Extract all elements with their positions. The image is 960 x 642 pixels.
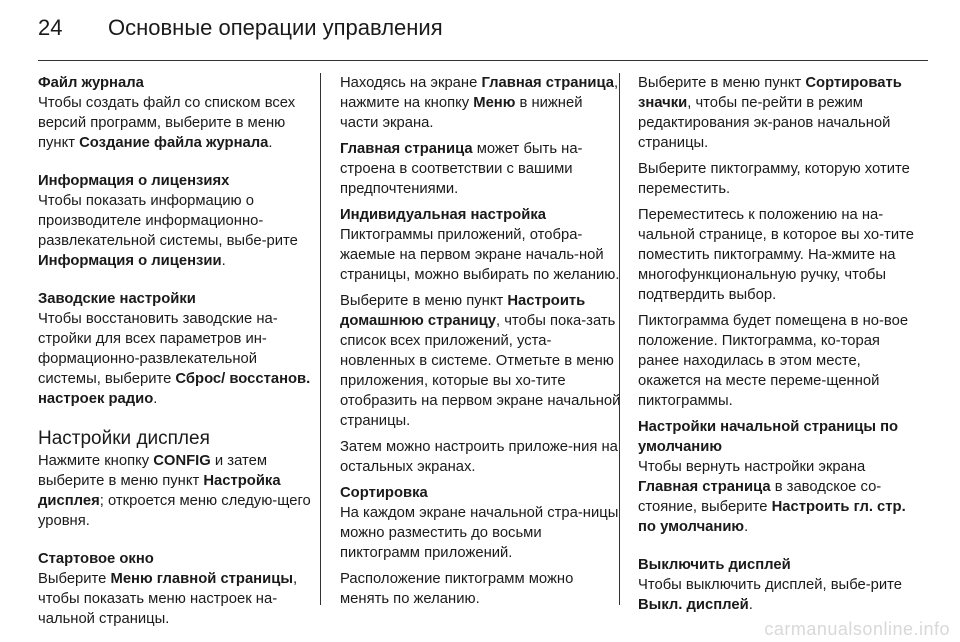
- button-menu: Меню: [473, 95, 516, 111]
- menu-item-create-log: Создание файла журнала: [79, 135, 269, 151]
- column-divider-2: [619, 73, 620, 605]
- button-config: CONFIG: [153, 453, 211, 469]
- section-heading-start-window: Стартовое окно: [38, 551, 154, 567]
- section-heading-display-settings: Настройки дисплея: [38, 428, 210, 449]
- paragraph-customize-home: Выберите в меню пункт Настроить домашнюю страницу, чтобы пока-зать список всех приложений, уста-новленных в системе. Отметьте в меню приложения, которые вы хо-тите отобразить на первом экране начальной страницы.: [340, 293, 621, 429]
- paragraph-sort-icons: Выберите в меню пункт Сортировать значки, чтобы пе-рейти в режим редактирования эк-ранов начальной страницы.: [638, 75, 902, 151]
- page-number: 24: [38, 15, 63, 40]
- paragraph-icon-placed: Пиктограмма будет помещена в но-вое положение. Пиктограмма, ко-торая ранее находилась в этом месте, окажется на месте переме-щенной пиктограммы.: [638, 313, 909, 409]
- paragraph-display-off: Чтобы выключить дисплей, выбе-рите Выкл. дисплей.: [638, 577, 902, 613]
- paragraph-license: Чтобы показать информацию о производителе информационно-развлекательной системы, выбе-рите Информация о лицензии.: [38, 193, 298, 269]
- paragraph-home-custom: Главная страница может быть на-строена в соответствии с вашими предпочтениями.: [340, 141, 583, 197]
- column-1: [38, 73, 320, 635]
- paragraph-default-home: Чтобы вернуть настройки экрана Главная страница в заводское со-стояние, выберите Настроить гл. стр. по умолчанию.: [638, 459, 906, 535]
- column-divider-1: [320, 73, 321, 605]
- menu-item-license-info: Информация о лицензии: [38, 253, 222, 269]
- paragraph-start-window: Выберите Меню главной страницы, чтобы показать меню настроек на-чальной страницы.: [38, 571, 298, 627]
- paragraph-display-settings: Нажмите кнопку CONFIG и затем выберите в меню пункт Настройка дисплея; откроется меню следую-щего уровня.: [38, 453, 311, 529]
- paragraph-factory: Чтобы восстановить заводские на-стройки для всех параметров ин-формационно-развлекательной системы, выберите Сброс/ восстанов. настроек радио.: [38, 311, 311, 407]
- paragraph-app-icons: Пиктограммы приложений, отобра-жаемые на первом экране началь-ной страницы, можно выбирать по желанию.: [340, 227, 620, 283]
- menu-item-customize-home: Настроить домашнюю страницу: [340, 293, 586, 329]
- page-title: Основные операции управления: [108, 15, 443, 40]
- column-3: [638, 73, 920, 621]
- paragraph-eight-icons: На каждом экране начальной стра-ницы можно разместить до восьми пиктограмм приложений.: [340, 505, 619, 561]
- watermark: carmanualsonline.info: [764, 619, 950, 639]
- paragraph-arrangement: Расположение пиктограмм можно менять по желанию.: [340, 571, 574, 607]
- paragraph-other-screens: Затем можно настроить приложе-ния на остальных экранах.: [340, 439, 618, 475]
- column-2: [340, 73, 622, 615]
- menu-item-display-settings: Настройка дисплея: [38, 473, 281, 509]
- menu-item-default-home: Настроить гл. стр. по умолчанию: [638, 499, 906, 535]
- section-heading-display-off: Выключить дисплей: [638, 557, 791, 573]
- section-heading-log-file: Файл журнала: [38, 75, 144, 91]
- menu-item-sort-icons: Сортировать значки: [638, 75, 902, 111]
- section-heading-factory: Заводские настройки: [38, 291, 196, 307]
- paragraph-home-menu: Находясь на экране Главная страница, нажмите на кнопку Меню в нижней части экрана.: [340, 75, 619, 131]
- section-heading-individual: Индивидуальная настройка: [340, 207, 546, 223]
- menu-item-display-off: Выкл. дисплей: [638, 597, 749, 613]
- paragraph-move-icon: Переместитесь к положению на на-чальной странице, в которое вы хо-тите поместить пиктограмму. На-жмите на многофункциональную ручку, чтобы подтвердить выбор.: [638, 207, 914, 303]
- paragraph-select-icon: Выберите пиктограмму, которую хотите переместить.: [638, 161, 910, 197]
- menu-item-reset-radio: Сброс/ восстанов. настроек радио: [38, 371, 311, 407]
- menu-item-home-menu: Меню главной страницы: [110, 571, 293, 587]
- paragraph-log-file: Чтобы создать файл со списком всех версий программ, выберите в меню пункт Создание файла журнала.: [38, 95, 296, 151]
- section-heading-license: Информация о лицензиях: [38, 173, 230, 189]
- section-heading-default-home: Настройки начальной страницы по умолчанию: [638, 419, 899, 455]
- header-divider: [38, 60, 928, 61]
- page-header: [38, 12, 443, 44]
- section-heading-sorting: Сортировка: [340, 485, 428, 501]
